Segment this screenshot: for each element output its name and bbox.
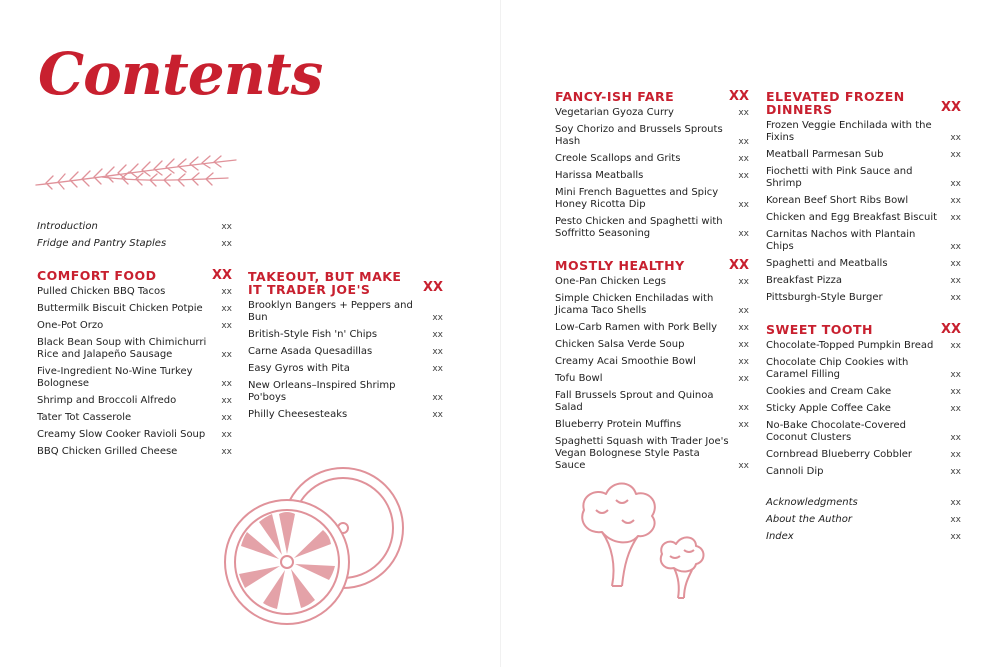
toc-entry[interactable] [555, 436, 749, 472]
entry-page: xx [950, 213, 961, 223]
entry-page: xx [950, 532, 961, 542]
entry-page: xx [221, 396, 232, 406]
entry-title: Pittsburgh-Style Burger [766, 292, 883, 303]
toc-entry[interactable] [37, 286, 232, 298]
toc-entry[interactable] [766, 195, 961, 207]
entry-title: Tater Tot Casserole [37, 412, 132, 423]
toc-entry[interactable] [766, 275, 961, 287]
toc-entry[interactable] [37, 320, 232, 332]
entry-page: xx [738, 200, 749, 210]
broccoli-illustration [572, 476, 712, 606]
sweet-list [766, 340, 961, 478]
entry-title: About the Author [766, 514, 853, 525]
entry-title: Brooklyn Bangers + Peppers and Bun [248, 300, 413, 323]
entry-title: Introduction [37, 221, 98, 232]
entry-title: Fall Brussels Sprout and Quinoa Salad [555, 390, 714, 413]
toc-entry[interactable] [37, 395, 232, 407]
toc-entry[interactable] [37, 429, 232, 441]
entry-page: xx [738, 461, 749, 471]
toc-entry[interactable] [555, 216, 749, 240]
entry-page: xx [738, 357, 749, 367]
toc-entry[interactable] [766, 357, 961, 381]
toc-entry[interactable] [248, 363, 443, 375]
toc-entry[interactable] [555, 276, 749, 288]
entry-title: Chocolate-Topped Pumpkin Bread [766, 340, 934, 351]
entry-page: xx [950, 276, 961, 286]
entry-title: Chicken Salsa Verde Soup [555, 339, 685, 350]
entry-page: xx [221, 413, 232, 423]
entry-page: xx [950, 387, 961, 397]
entry-title: Chocolate Chip Cookies with Caramel Filling [766, 357, 909, 380]
entry-title: Shrimp and Broccoli Alfredo [37, 395, 177, 406]
toc-entry[interactable] [555, 293, 749, 317]
page-title: Contents [38, 40, 323, 108]
section-page: XX [940, 100, 961, 115]
entry-title: BBQ Chicken Grilled Cheese [37, 446, 178, 457]
entry-page: xx [738, 306, 749, 316]
entry-page: xx [432, 330, 443, 340]
fancy-list [555, 107, 749, 240]
section-heading-healthy[interactable] [555, 259, 749, 272]
toc-entry[interactable] [766, 403, 961, 415]
toc-entry[interactable] [766, 531, 961, 543]
entry-title: One-Pan Chicken Legs [555, 276, 667, 287]
entry-page: xx [738, 403, 749, 413]
entry-title: Harissa Meatballs [555, 170, 644, 181]
entry-title: Carne Asada Quesadillas [248, 346, 373, 357]
entry-title: Easy Gyros with Pita [248, 363, 350, 374]
page-gutter [500, 0, 501, 667]
toc-entry[interactable] [766, 292, 961, 304]
entry-page: xx [950, 150, 961, 160]
entry-title: One-Pot Orzo [37, 320, 104, 331]
entry-page: xx [432, 410, 443, 420]
entry-page: xx [738, 108, 749, 118]
entry-title: Cannoli Dip [766, 466, 824, 477]
toc-entry[interactable] [37, 366, 232, 390]
entry-page: xx [221, 447, 232, 457]
section-title: MOSTLY HEALTHY [555, 258, 685, 273]
toc-entry[interactable] [555, 390, 749, 414]
toc-column-1 [37, 221, 232, 463]
toc-entry[interactable] [248, 380, 443, 404]
toc-entry[interactable] [555, 419, 749, 431]
entry-title: Low-Carb Ramen with Pork Belly [555, 322, 718, 333]
toc-entry[interactable] [766, 340, 961, 352]
entry-title: Frozen Veggie Enchilada with the Fixins [766, 120, 932, 143]
entry-title: Simple Chicken Enchiladas with Jicama Taco Shells [555, 293, 714, 316]
entry-page: xx [950, 404, 961, 414]
entry-page: xx [950, 341, 961, 351]
section-heading-frozen[interactable] [766, 90, 961, 116]
entry-page: xx [950, 433, 961, 443]
toc-column-3 [555, 90, 749, 477]
frozen-list [766, 120, 961, 304]
entry-title: British-Style Fish 'n' Chips [248, 329, 378, 340]
entry-title: Carnitas Nachos with Plantain Chips [766, 229, 916, 252]
entry-page: xx [738, 229, 749, 239]
section-heading-takeout[interactable] [248, 270, 443, 296]
toc-entry[interactable] [766, 514, 961, 526]
entry-page: xx [221, 379, 232, 389]
entry-page: xx [950, 242, 961, 252]
entry-title: Blueberry Protein Muffins [555, 419, 682, 430]
entry-page: xx [950, 259, 961, 269]
section-heading-fancy[interactable] [555, 90, 749, 103]
entry-title: Pesto Chicken and Spaghetti with Soffritto Seasoning [555, 216, 723, 239]
entry-page: xx [738, 137, 749, 147]
entry-title: Five-Ingredient No-Wine Turkey Bolognese [37, 366, 193, 389]
toc-entry[interactable] [555, 322, 749, 334]
toc-entry[interactable] [37, 221, 232, 233]
healthy-list [555, 276, 749, 472]
toc-entry[interactable] [248, 300, 443, 324]
entry-title: Cookies and Cream Cake [766, 386, 892, 397]
section-page: XX [728, 89, 749, 104]
entry-title: Creole Scallops and Grits [555, 153, 681, 164]
toc-entry[interactable] [37, 446, 232, 458]
toc-entry[interactable] [248, 346, 443, 358]
entry-title: Spaghetti Squash with Trader Joe's Vegan Bolognese Style Pasta Sauce [555, 436, 729, 471]
toc-column-4 [766, 90, 961, 548]
entry-page: xx [221, 304, 232, 314]
front-matter-list [37, 221, 232, 250]
entry-page: xx [950, 133, 961, 143]
entry-page: xx [950, 515, 961, 525]
takeout-list [248, 300, 443, 421]
toc-column-2 [248, 270, 443, 426]
entry-page: xx [221, 239, 232, 249]
entry-title: Korean Beef Short Ribs Bowl [766, 195, 909, 206]
entry-title: Sticky Apple Coffee Cake [766, 403, 891, 414]
toc-entry[interactable] [555, 124, 749, 148]
entry-title: Soy Chorizo and Brussels Sprouts Hash [555, 124, 723, 147]
toc-entry[interactable] [766, 258, 961, 270]
section-title: FANCY-ISH FARE [555, 89, 675, 104]
entry-title: Mini French Baguettes and Spicy Honey Ricotta Dip [555, 187, 719, 210]
toc-entry[interactable] [766, 229, 961, 253]
entry-page: xx [432, 313, 443, 323]
section-title: SWEET TOOTH [766, 322, 874, 337]
entry-title: Black Bean Soup with Chimichurri Rice and Jalapeño Sausage [37, 337, 207, 360]
toc-entry[interactable] [37, 412, 232, 424]
toc-entry[interactable] [248, 329, 443, 341]
toc-entry[interactable] [37, 337, 232, 361]
entry-page: xx [738, 277, 749, 287]
entry-page: xx [950, 179, 961, 189]
section-page: XX [211, 268, 232, 283]
section-heading-sweet[interactable] [766, 323, 961, 336]
section-title: TAKEOUT, BUT MAKE IT TRADER JOE'S [248, 269, 402, 297]
back-matter-list [766, 497, 961, 543]
section-page: XX [940, 322, 961, 337]
entry-page: xx [950, 196, 961, 206]
entry-page: xx [950, 450, 961, 460]
entry-title: No-Bake Chocolate-Covered Coconut Clusters [766, 420, 906, 443]
toc-entry[interactable] [555, 187, 749, 211]
entry-page: xx [221, 222, 232, 232]
entry-title: Spaghetti and Meatballs [766, 258, 888, 269]
section-page: XX [422, 280, 443, 295]
toc-entry[interactable] [766, 420, 961, 444]
toc-entry[interactable] [766, 386, 961, 398]
entry-title: New Orleans–Inspired Shrimp Po'boys [248, 380, 396, 403]
entry-page: xx [738, 420, 749, 430]
entry-page: xx [221, 321, 232, 331]
toc-entry[interactable] [766, 449, 961, 461]
entry-title: Fridge and Pantry Staples [37, 238, 167, 249]
entry-page: xx [950, 498, 961, 508]
toc-entry[interactable] [766, 149, 961, 161]
toc-entry[interactable] [37, 303, 232, 315]
entry-page: xx [221, 350, 232, 360]
toc-entry[interactable] [248, 409, 443, 421]
entry-page: xx [221, 287, 232, 297]
toc-entry[interactable] [766, 497, 961, 509]
entry-page: xx [432, 393, 443, 403]
rosemary-sprig-illustration [32, 152, 240, 198]
entry-title: Pulled Chicken BBQ Tacos [37, 286, 166, 297]
entry-page: xx [738, 171, 749, 181]
entry-page: xx [432, 364, 443, 374]
section-title: COMFORT FOOD [37, 268, 157, 283]
toc-entry[interactable] [37, 238, 232, 250]
entry-title: Breakfast Pizza [766, 275, 842, 286]
entry-page: xx [950, 467, 961, 477]
toc-entry[interactable] [555, 153, 749, 165]
section-title: ELEVATED FROZEN DINNERS [766, 89, 905, 117]
entry-page: xx [738, 154, 749, 164]
toc-entry[interactable] [555, 170, 749, 182]
comfort-food-list [37, 286, 232, 458]
toc-entry[interactable] [766, 120, 961, 144]
entry-page: xx [432, 347, 443, 357]
toc-entry[interactable] [766, 166, 961, 190]
entry-title: Creamy Acai Smoothie Bowl [555, 356, 696, 367]
entry-page: xx [738, 340, 749, 350]
entry-title: Creamy Slow Cooker Ravioli Soup [37, 429, 206, 440]
toc-entry[interactable] [555, 107, 749, 119]
grapefruit-illustration [215, 462, 415, 632]
entry-page: xx [950, 293, 961, 303]
entry-title: Acknowledgments [766, 497, 858, 508]
entry-page: xx [738, 323, 749, 333]
toc-entry[interactable] [766, 466, 961, 478]
toc-entry[interactable] [555, 373, 749, 385]
toc-entry[interactable] [555, 339, 749, 351]
toc-entry[interactable] [766, 212, 961, 224]
entry-title: Vegetarian Gyoza Curry [555, 107, 674, 118]
entry-page: xx [738, 374, 749, 384]
entry-title: Buttermilk Biscuit Chicken Potpie [37, 303, 203, 314]
section-page: XX [728, 258, 749, 273]
toc-entry[interactable] [555, 356, 749, 368]
entry-page: xx [221, 430, 232, 440]
entry-title: Fiochetti with Pink Sauce and Shrimp [766, 166, 913, 189]
entry-page: xx [950, 370, 961, 380]
section-heading-comfort-food[interactable] [37, 269, 232, 282]
entry-title: Index [766, 531, 794, 542]
entry-title: Chicken and Egg Breakfast Biscuit [766, 212, 938, 223]
entry-title: Cornbread Blueberry Cobbler [766, 449, 913, 460]
entry-title: Tofu Bowl [555, 373, 603, 384]
entry-title: Meatball Parmesan Sub [766, 149, 884, 160]
entry-title: Philly Cheesesteaks [248, 409, 348, 420]
